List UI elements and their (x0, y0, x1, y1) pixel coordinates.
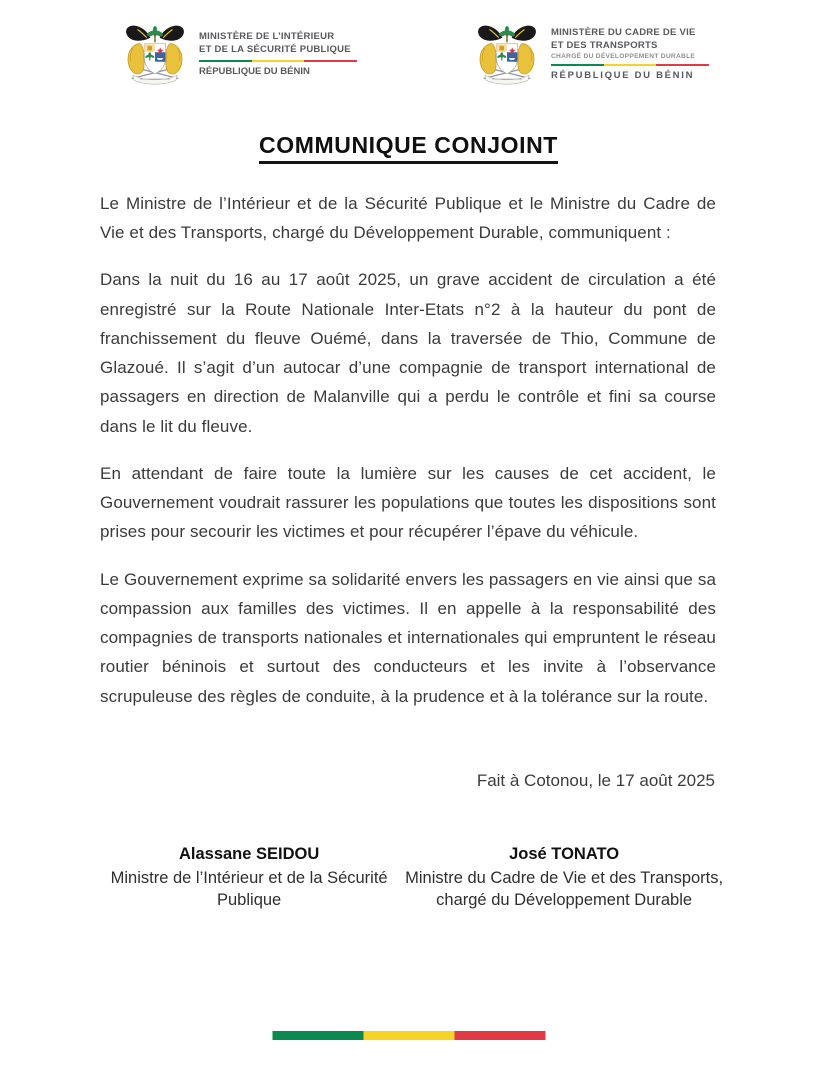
ministry-header-interior (120, 20, 357, 88)
signatory-title: Ministre du Cadre de Vie et des Transports, chargé du Développement Durable (405, 869, 724, 910)
benin-flag-bar (272, 1031, 545, 1040)
flag-green-segment (272, 1031, 363, 1040)
flag-divider (551, 64, 709, 66)
signature-row (0, 843, 817, 912)
benin-coat-of-arms-icon (120, 20, 190, 88)
signature-block-cadre-de-vie (403, 843, 725, 912)
signatory-name: José TONATO (509, 844, 620, 863)
flag-red-segment (656, 64, 709, 66)
flag-green-segment (551, 64, 604, 66)
benin-coat-of-arms-icon (472, 20, 542, 88)
flag-divider (199, 60, 357, 62)
dateline: Fait à Cotonou, le 17 août 2025 (476, 770, 715, 790)
paragraph-accident: Dans la nuit du 16 au 17 août 2025, un grave accident de circulation a été enregistré sur la Route Nationale Inter-Etats n°2 à la hauteur du pont de franchissement du fleuve Ouémé, dans la traversée de Thio, Commune de Glazoué. Il s’agit d’un autocar d’une compagnie de transport international de passagers en direction de Malanville qui a perdu le contrôle et fini sa course dans le lit du fleuve. (100, 270, 716, 436)
paragraph-mesures: En attendant de faire toute la lumière sur les causes de cet accident, le Gouvernement voudrait rassurer les populations que toutes les dispositions sont prises pour secourir les victimes et pour récupérer l’épave du véhicule. (100, 463, 716, 542)
republic-label: RÉPUBLIQUE DU BÉNIN (551, 70, 695, 82)
signatory-title: Ministre de l’Intérieur et de la Sécurité Publique (110, 869, 388, 910)
communique-body (100, 189, 716, 711)
flag-red-segment (454, 1031, 545, 1040)
paragraph-intro: Le Ministre de l’Intérieur et de la Sécurité Publique et le Ministre du Cadre de Vie et des Transports, chargé du Développement Durable, communiquent : (100, 194, 716, 243)
signatory-name: Alassane SEIDOU (178, 844, 320, 863)
letterhead (0, 0, 817, 88)
flag-red-segment (304, 60, 357, 62)
title-wrap (0, 132, 817, 164)
page-title: COMMUNIQUE CONJOINT (259, 132, 558, 164)
ministry-header-cadre-de-vie (472, 20, 709, 88)
flag-yellow-segment (252, 60, 305, 62)
paragraph-solidarite: Le Gouvernement exprime sa solidarité envers les passagers en vie ainsi que sa compassion aux familles des victimes. Il en appelle à la responsabilité des compagnies de transports nationales et internationales qui empruntent le réseau routier béninois et surtout des conducteurs et les invite à l’observance scrupuleuse des règles de conduite, à la prudence et à la tolérance sur la route. (100, 569, 716, 706)
flag-yellow-segment (604, 64, 657, 66)
ministry-subtitle: CHARGÉ DU DÉVELOPPEMENT DURABLE (551, 53, 696, 61)
flag-green-segment (199, 60, 252, 62)
ministry-name-line1: MINISTÈRE DE L’INTÉRIEUR (199, 30, 335, 42)
ministry-header-text (199, 31, 357, 77)
flag-yellow-segment (363, 1031, 454, 1040)
ministry-header-text (551, 27, 709, 81)
republic-label: RÉPUBLIQUE DU BÉNIN (199, 66, 310, 78)
ministry-name-line2: ET DE LA SÉCURITÉ PUBLIQUE (199, 43, 351, 55)
ministry-name-line2: ET DES TRANSPORTS (551, 39, 658, 51)
signature-block-interior (95, 843, 403, 912)
ministry-name-line1: MINISTÈRE DU CADRE DE VIE (551, 26, 696, 38)
